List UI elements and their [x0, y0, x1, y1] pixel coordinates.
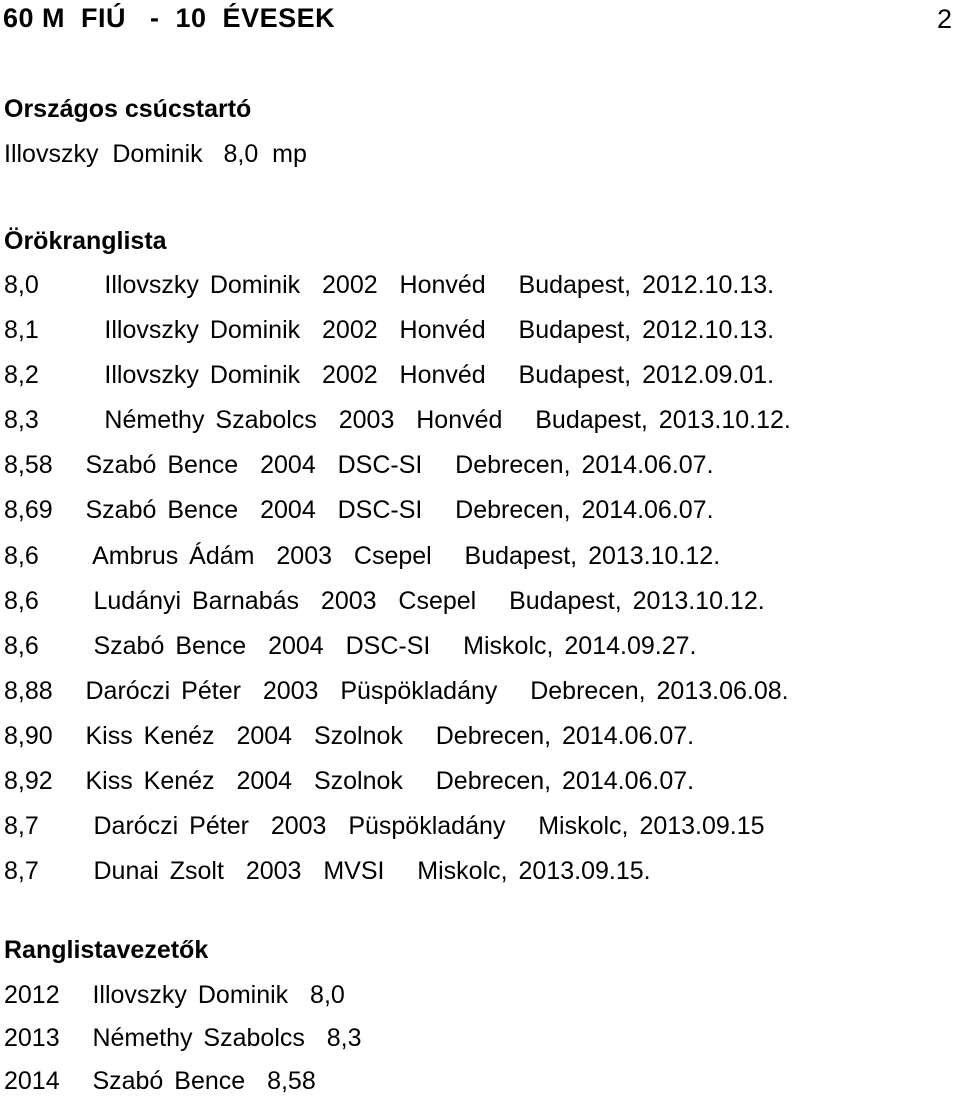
list-item: 8,58 Szabó Bence 2004 DSC-SI Debrecen, 2014.06.07. [4, 451, 714, 480]
list-item: 8,69 Szabó Bence 2004 DSC-SI Debrecen, 2014.06.07. [4, 496, 714, 525]
list-item: 2014 Szabó Bence 8,58 [4, 1067, 316, 1095]
list-item: 2013 Némethy Szabolcs 8,3 [4, 1024, 362, 1052]
list-item: 8,7 Daróczi Péter 2003 Püspökladány Miskolc, 2013.09.15 [4, 812, 765, 841]
all-time-list [4, 271, 791, 902]
list-item: 8,1 Illovszky Dominik 2002 Honvéd Budapest, 2012.10.13. [4, 316, 775, 345]
list-item: 8,3 Némethy Szabolcs 2003 Honvéd Budapest, 2013.10.12. [4, 406, 791, 435]
national-record-heading: Országos csúcstartó [4, 95, 252, 123]
list-item: 8,92 Kiss Kenéz 2004 Szolnok Debrecen, 2014.06.07. [4, 767, 695, 796]
list-item: 8,6 Szabó Bence 2004 DSC-SI Miskolc, 2014.09.27. [4, 631, 697, 660]
list-item: 8,6 Ambrus Ádám 2003 Csepel Budapest, 2013.10.12. [4, 541, 721, 570]
page-title: 60 M FIÚ - 10 ÉVESEK [3, 3, 336, 33]
list-item: 8,0 Illovszky Dominik 2002 Honvéd Budapest, 2012.10.13. [4, 271, 775, 299]
leaders-list [4, 981, 362, 1110]
list-item: 2012 Illovszky Dominik 8,0 [4, 981, 345, 1009]
national-record-holder: Illovszky Dominik 8,0 mp [4, 140, 307, 168]
list-item: 8,6 Ludányi Barnabás 2003 Csepel Budapest, 2013.10.12. [4, 586, 765, 615]
all-time-list-heading: Örökranglista [4, 227, 167, 255]
list-item: 8,90 Kiss Kenéz 2004 Szolnok Debrecen, 2014.06.07. [4, 721, 695, 750]
leaders-heading: Ranglistavezetők [4, 936, 209, 964]
list-item: 8,2 Illovszky Dominik 2002 Honvéd Budapest, 2012.09.01. [4, 361, 775, 390]
page-number: 2 [936, 4, 952, 34]
list-item: 8,88 Daróczi Péter 2003 Püspökladány Debrecen, 2013.06.08. [4, 676, 789, 705]
list-item: 8,7 Dunai Zsolt 2003 MVSI Miskolc, 2013.09.15. [4, 857, 651, 886]
